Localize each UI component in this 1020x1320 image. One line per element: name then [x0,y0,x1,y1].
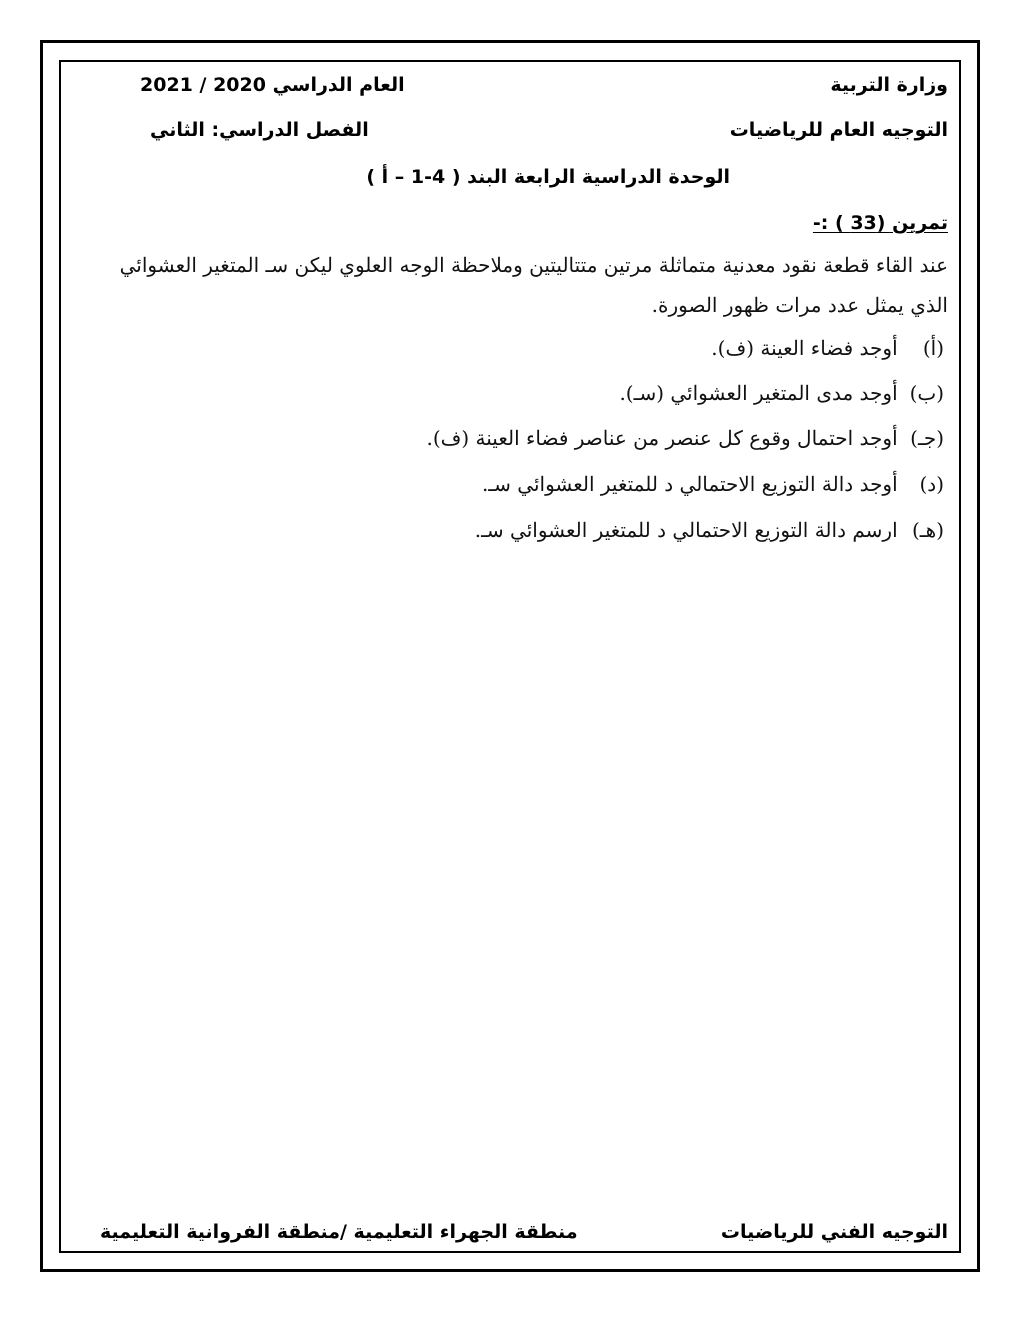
school-year: العام الدراسي 2020 / 2021 [140,74,405,96]
question-text: أوجد فضاء العينة (ف). [711,336,898,360]
question-text: ارسم دالة التوزيع الاحتمالي د للمتغير العشوائي سـ. [474,518,898,542]
question-a [711,338,944,358]
semester-label: الفصل الدراسي: الثاني [150,119,369,141]
question-text: أوجد دالة التوزيع الاحتمالي د للمتغير العشوائي سـ. [481,472,898,496]
question-text: أوجد مدى المتغير العشوائي (سـ). [619,381,898,405]
exercise-paragraph-line-2: الذي يمثل عدد مرات ظهور الصورة. [651,293,948,317]
inner-page-border [59,60,961,1253]
question-label: (ب) [909,381,944,405]
question-c [426,428,944,448]
exercise-paragraph-line-1: عند القاء قطعة نقود معدنية متماثلة مرتين متتاليتين وملاحظة الوجه العلوي ليكن سـ المتغير العشوائي [119,253,948,277]
question-text: أوجد احتمال وقوع كل عنصر من عناصر فضاء العينة (ف). [426,426,898,450]
department-name: التوجيه العام للرياضيات [729,119,948,141]
question-label: (هـ) [911,518,944,542]
question-d [482,474,944,494]
question-e [475,520,944,540]
question-label: (جـ) [910,426,944,450]
ministry-name: وزارة التربية [830,74,948,96]
unit-title: الوحدة الدراسية الرابعة البند ( 4-1 – أ ) [366,166,730,188]
footer-regions: منطقة الجهراء التعليمية /منطقة الفروانية التعليمية [100,1221,578,1243]
question-label: (د) [919,472,944,496]
question-label: (أ) [922,336,944,360]
question-b [619,383,944,403]
exercise-title: تمرين (33 ) :- [812,212,948,234]
footer-department: التوجيه الفني للرياضيات [720,1221,948,1243]
